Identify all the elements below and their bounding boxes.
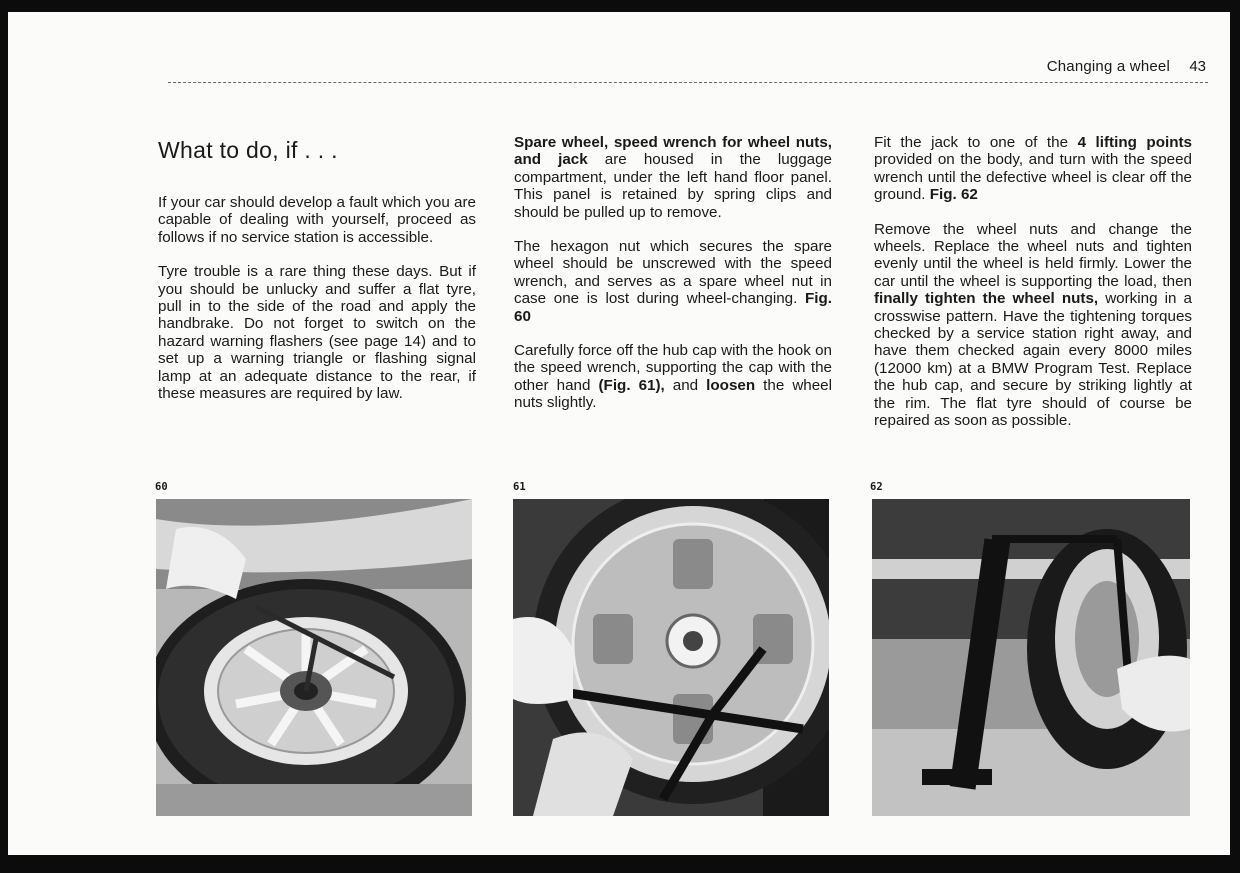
- change-wheels-text-b: working in a crosswise pattern. Have the tightening torques checked by a service station right away, and have them checked again every 8000 miles (12000 km) at a BMW Program Test. Replace the hub cap, and secure by striking lightly at the rim. The flat tyre should of course be repaired as soon as possible.: [874, 290, 1192, 430]
- column-1: [158, 134, 476, 419]
- hub-cap-illustration: [513, 499, 829, 816]
- spare-wheel-text: are housed in the luggage compartment, under the left hand floor panel. This panel is retained by spring clips and should be pulled up to remove.: [514, 151, 832, 221]
- manual-page: [8, 12, 1230, 855]
- change-wheels-paragraph: [874, 221, 1192, 430]
- column-2: [514, 134, 832, 429]
- hub-cap-text-b: and: [664, 376, 707, 394]
- spare-wheel-paragraph: [514, 134, 832, 221]
- page-number: 43: [1189, 58, 1206, 75]
- hub-cap-text-a: Carefully force off the hub cap with the hook on the speed wrench, supporting the cap with the other hand: [514, 342, 832, 394]
- jack-paragraph: [874, 134, 1192, 204]
- lifting-points-bold: 4 lifting points: [1077, 134, 1192, 151]
- intro-paragraph: If your car should develop a fault which you are capable of dealing with yourself, proceed as follows if no service station is accessible.: [158, 194, 476, 246]
- hub-cap-text-c: the wheel nuts slightly.: [514, 376, 832, 412]
- hexagon-nut-text: The hexagon nut which secures the spare wheel should be unscrewed with the speed wrench, and serves as a spare wheel nut in case one is lost during wheel-changing.: [514, 238, 832, 308]
- fig-60-ref: Fig. 60: [514, 290, 832, 325]
- figure-60-spare-wheel-photo: [156, 499, 472, 816]
- figure-60-number: 60: [155, 481, 168, 493]
- figure-61-hub-cap-photo: [513, 499, 829, 816]
- hub-cap-paragraph: [514, 342, 832, 412]
- jack-illustration: [872, 499, 1190, 816]
- change-wheels-text-a: Remove the wheel nuts and change the wheels. Replace the wheel nuts and tighten evenly until the wheel is held firmly. Lower the car until the wheel is supporting the load, then: [874, 220, 1192, 290]
- spare-wheel-illustration: [156, 499, 472, 816]
- section-heading: What to do, if . . .: [158, 137, 338, 163]
- loosen-bold: loosen: [706, 376, 756, 394]
- fig-62-ref: Fig. 62: [929, 186, 978, 204]
- jack-text-a: Fit the jack to one of the: [874, 134, 1078, 151]
- jack-text-b: provided on the body, and turn with the speed wrench until the defective wheel is clear off the ground.: [874, 151, 1192, 204]
- spare-wheel-bold: Spare wheel, speed wrench for wheel nuts, and jack: [514, 134, 832, 169]
- hexagon-nut-paragraph: [514, 238, 832, 325]
- tyre-trouble-paragraph: Tyre trouble is a rare thing these days. But if you should be unlucky and suffer a flat tyre, pull in to the side of the road and apply the handbrake. Do not forget to switch on the hazard warning flashers (see page 14) and to set up a warning triangle or flashing signal lamp at an adequate distance to the rear, if these measures are required by law.: [158, 263, 476, 403]
- page-header: [168, 58, 1208, 83]
- fig-61-ref: (Fig. 61),: [598, 376, 665, 394]
- figure-62-number: 62: [870, 481, 883, 493]
- tighten-bold: finally tighten the wheel nuts,: [874, 290, 1099, 308]
- figure-61-number: 61: [513, 481, 526, 493]
- figure-62-jack-photo: [872, 499, 1190, 816]
- column-3: [874, 134, 1192, 447]
- header-title: Changing a wheel: [1046, 58, 1170, 75]
